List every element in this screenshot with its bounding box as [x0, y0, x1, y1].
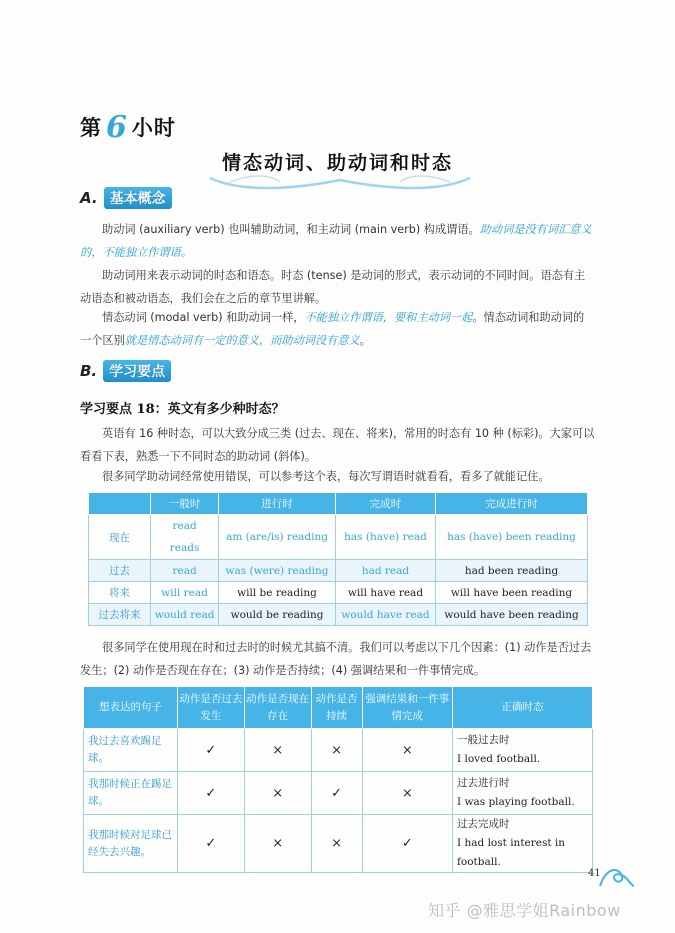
factor-header-completion: 强调结果和一件事情完成 — [362, 687, 452, 729]
tense-header-perfect: 完成时 — [335, 493, 435, 515]
cell-perfect-progressive: would have been reading — [436, 604, 588, 626]
section-b-heading — [80, 360, 171, 382]
cell-simple — [151, 515, 219, 560]
section-a-paragraph-2: 助动词用来表示动词的时态和语态。时态 (tense) 是动词的形式，表示动词的不同时间。语态有主动语态和被动语态，我们会在之后的章节里讲解。 — [80, 269, 586, 305]
cell-progressive: would be reading — [219, 604, 336, 626]
p1-text: 助动词 (auxiliary verb) 也叫辅助动词，和主动词 (main verb) 构成谓语。 — [102, 223, 480, 236]
tense-name: 过去完成时 — [457, 818, 510, 830]
section-a-title: 基本概念 — [104, 187, 172, 209]
tense-table — [88, 492, 588, 626]
page-number: 41 — [588, 868, 601, 879]
row-label: 现在 — [89, 515, 151, 560]
wave-ornament-icon — [596, 862, 636, 890]
tense-factor-table — [83, 686, 593, 873]
tense-name: 一般过去时 — [457, 734, 510, 746]
section-b-paragraph-1: 英语有 16 种时态，可以大致分成三类 (过去、现在、将来)，常用的时态有 10 种 (标彩)。大家可以看看下表，熟悉一下不同时态的助动词 (斜体)。 — [80, 427, 595, 463]
tense-header-simple: 一般时 — [151, 493, 219, 515]
cell-perfect-progressive: has (have) been reading — [436, 515, 588, 560]
cell-simple: will read — [151, 582, 219, 604]
tense-header-progressive: 进行时 — [219, 493, 336, 515]
factor-header-continuous: 动作是否持续 — [311, 687, 362, 729]
cell-simple: would read — [151, 604, 219, 626]
cell-progressive: will be reading — [219, 582, 336, 604]
check-cell: × — [244, 772, 311, 815]
tense-example: I was playing football. — [457, 796, 575, 808]
p1-highlight: 助动词是没有词汇意义的，不能独立作谓语。 — [80, 223, 592, 259]
table-row — [84, 772, 593, 815]
cell-progressive: am (are/is) reading — [219, 515, 336, 560]
tense-cell — [453, 772, 593, 815]
cell-perfect: will have read — [335, 582, 435, 604]
cell-perfect: has (have) read — [335, 515, 435, 560]
cell-progressive: was (were) reading — [219, 560, 336, 582]
table-row — [89, 515, 588, 560]
chapter-title: 情态动词、助动词和时态 — [221, 152, 453, 174]
table-row — [84, 815, 593, 873]
check-cell: ✓ — [178, 772, 245, 815]
hour-title — [80, 110, 176, 145]
table-row — [89, 582, 588, 604]
row-label: 过去将来 — [89, 604, 151, 626]
check-cell: ✓ — [362, 815, 452, 873]
cell-simple-1: read — [172, 520, 197, 532]
cell-simple-2: reads — [169, 542, 200, 554]
section-a-heading — [80, 187, 172, 209]
hour-prefix: 第 — [80, 116, 102, 140]
check-cell: × — [362, 772, 452, 815]
section-b-title: 学习要点 — [103, 360, 171, 382]
sentence-cell: 我那时候正在踢足球。 — [84, 772, 178, 815]
cell-perfect-progressive: had been reading — [436, 560, 588, 582]
check-cell: ✓ — [311, 772, 362, 815]
sentence-cell: 我那时候对足球已经失去兴趣。 — [84, 815, 178, 873]
tense-example: I loved football. — [457, 753, 541, 765]
factor-header-sentence: 想表达的句子 — [84, 687, 178, 729]
tense-example: I had lost interest in football. — [457, 837, 566, 868]
section-a-letter: A. — [80, 189, 98, 207]
cell-perfect-progressive: will have been reading — [436, 582, 588, 604]
p3-text-a: 情态动词 (modal verb) 和助动词一样， — [102, 311, 305, 324]
tense-cell — [453, 815, 593, 873]
tense-table-header — [89, 493, 588, 515]
cell-simple: read — [151, 560, 219, 582]
check-cell: ✓ — [178, 815, 245, 873]
section-a-paragraph-1 — [80, 218, 595, 264]
check-cell: × — [362, 729, 452, 772]
table-row — [84, 729, 593, 772]
watermark: 知乎 @雅思学姐Rainbow — [428, 901, 621, 920]
section-b-paragraph-2: 很多同学助动词经常使用错误，可以参考这个表，每次写谓语时就看看，看多了就能记住。 — [102, 470, 550, 483]
study-point-title: 学习要点 18：英文有多少种时态？ — [80, 402, 285, 417]
p3-text-c: 。 — [359, 334, 371, 347]
row-label: 过去 — [89, 560, 151, 582]
hour-number: 6 — [106, 110, 128, 145]
tense-cell — [453, 729, 593, 772]
check-cell: × — [311, 815, 362, 873]
check-cell: × — [311, 729, 362, 772]
check-cell: ✓ — [178, 729, 245, 772]
table-row — [89, 604, 588, 626]
p3-highlight-1: 不能独立作谓语，要和主动词一起 — [304, 311, 473, 324]
tense-header-perfect-progressive: 完成进行时 — [436, 493, 588, 515]
table-row — [89, 560, 588, 582]
cell-perfect: would have read — [335, 604, 435, 626]
tense-header-blank — [89, 493, 151, 515]
cell-perfect: had read — [335, 560, 435, 582]
p3-highlight-2: 就是情态动词有一定的意义，而助动词没有意义 — [124, 334, 360, 347]
check-cell: × — [244, 729, 311, 772]
sentence-cell: 我过去喜欢踢足球。 — [84, 729, 178, 772]
factor-header-correct-tense: 正确时态 — [453, 687, 593, 729]
row-label: 将来 — [89, 582, 151, 604]
tense-name: 过去进行时 — [457, 777, 510, 789]
factor-header-past: 动作是否过去发生 — [178, 687, 245, 729]
title-swirl-ornament — [200, 170, 480, 192]
hour-suffix: 小时 — [131, 116, 176, 140]
factor-table-header — [84, 687, 593, 729]
section-a-paragraph-3 — [80, 306, 595, 352]
p3-text-b: 。情态动词和助动词的一个区别 — [80, 311, 585, 347]
check-cell: × — [244, 815, 311, 873]
section-b-letter: B. — [80, 362, 98, 380]
section-b-paragraph-3: 很多同学在使用现在时和过去时的时候尤其搞不清。我们可以考虑以下几个因素：(1) 动作是否过去发生；(2) 动作是否现在存在；(3) 动作是否持续；(4) 强调结果和一件事情完成。 — [80, 641, 592, 677]
factor-header-present: 动作是否现在存在 — [244, 687, 311, 729]
